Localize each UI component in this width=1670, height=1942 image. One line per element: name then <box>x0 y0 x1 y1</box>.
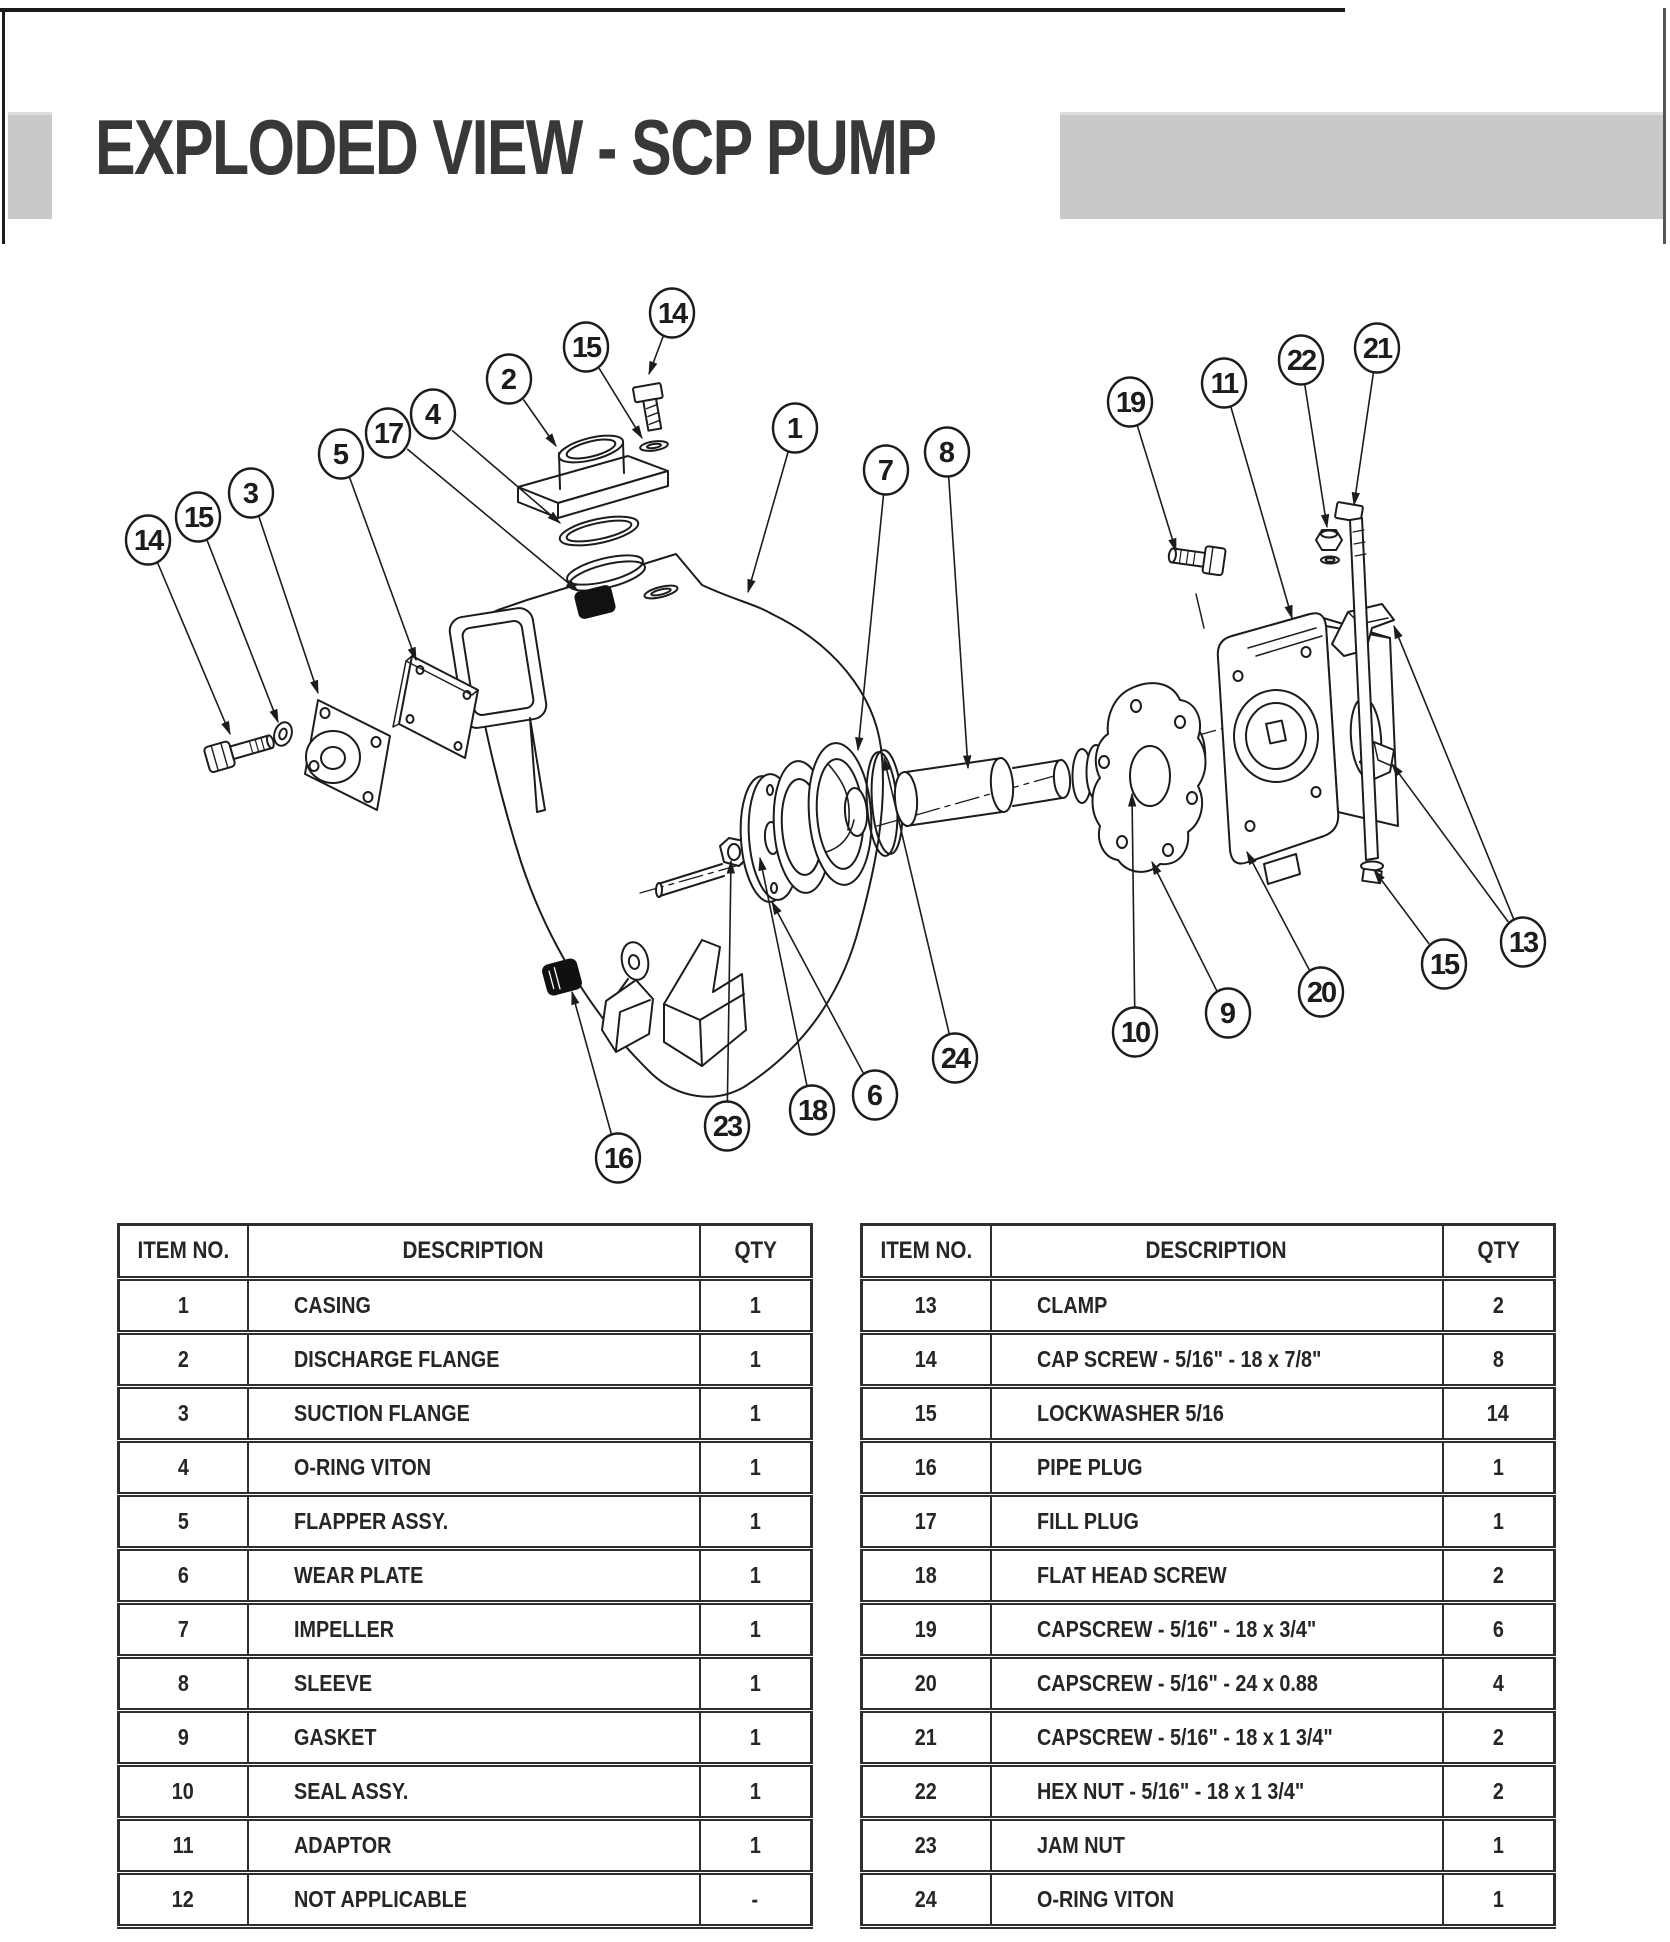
description-cell <box>248 1657 700 1711</box>
callout-number: 19 <box>1115 387 1145 419</box>
column-header-label: ITEM NO. <box>137 1237 230 1264</box>
item-no-cell <box>862 1765 991 1819</box>
table-row <box>119 1333 812 1387</box>
qty-cell <box>700 1495 812 1549</box>
cell-text: HEX NUT - 5/16" - 18 x 1 3/4" <box>1036 1778 1304 1804</box>
item-no-cell <box>862 1387 991 1441</box>
item-no-cell <box>862 1333 991 1387</box>
callout-number: 20 <box>1306 977 1336 1009</box>
cell-text: 2 <box>1492 1778 1504 1804</box>
qty-cell <box>1443 1819 1555 1873</box>
cell-text: 19 <box>915 1616 938 1642</box>
callout-number: 23 <box>712 1111 742 1143</box>
table-row <box>862 1549 1555 1603</box>
table-row <box>862 1765 1555 1819</box>
item-no-cell <box>119 1765 248 1819</box>
cell-text: 11 <box>172 1832 194 1858</box>
table-row <box>119 1603 812 1657</box>
callout-3 <box>229 469 318 694</box>
cell-text: 8 <box>1492 1346 1504 1372</box>
item-no-cell <box>119 1873 248 1927</box>
cell-text: GASKET <box>293 1724 376 1750</box>
cell-text: 1 <box>749 1508 761 1534</box>
qty-cell <box>700 1711 812 1765</box>
callout-number: 14 <box>133 525 163 557</box>
qty-cell <box>1443 1441 1555 1495</box>
description-cell <box>991 1765 1443 1819</box>
column-header-label: QTY <box>1477 1237 1520 1264</box>
callout-leader-line <box>452 430 560 523</box>
description-cell <box>248 1279 700 1333</box>
cell-text: 6 <box>1492 1616 1504 1642</box>
parts-table <box>860 1223 1556 1929</box>
item-no-cell <box>862 1495 991 1549</box>
table-row <box>119 1441 812 1495</box>
callout-leader-line <box>949 477 968 768</box>
cell-text: 14 <box>1487 1400 1510 1426</box>
table-row <box>119 1495 812 1549</box>
callout-leader-line <box>207 540 278 722</box>
description-cell <box>248 1387 700 1441</box>
cell-text: JAM NUT <box>1036 1832 1125 1858</box>
callout-1 <box>748 404 817 593</box>
description-cell <box>248 1333 700 1387</box>
column-header-label: DESCRIPTION <box>402 1237 545 1264</box>
description-cell <box>991 1441 1443 1495</box>
cell-text: CAPSCREW - 5/16" - 24 x 0.88 <box>1036 1670 1318 1696</box>
table-row <box>862 1333 1555 1387</box>
callout-4 <box>411 390 560 524</box>
callout-leader-line <box>158 563 230 734</box>
callout-number: 15 <box>183 502 213 534</box>
callout-19 <box>1108 378 1176 552</box>
callout-number: 24 <box>940 1043 970 1075</box>
callout-13 <box>1392 626 1545 967</box>
table-row <box>119 1819 812 1873</box>
qty-cell <box>700 1387 812 1441</box>
cell-text: 1 <box>749 1562 761 1588</box>
qty-cell <box>1443 1603 1555 1657</box>
cell-text: 2 <box>1492 1292 1504 1318</box>
o-ring-top-drawing <box>557 511 640 551</box>
description-cell <box>248 1765 700 1819</box>
callout-leader-line <box>748 452 788 592</box>
table-row <box>862 1441 1555 1495</box>
cell-text: O-RING VITON <box>1036 1886 1174 1912</box>
description-cell <box>991 1819 1443 1873</box>
cell-text: 7 <box>177 1616 189 1642</box>
cell-text: 1 <box>1492 1886 1504 1912</box>
callout-number: 15 <box>571 332 601 364</box>
qty-cell <box>700 1765 812 1819</box>
cell-text: 6 <box>177 1562 189 1588</box>
callout-number: 1 <box>786 413 804 445</box>
description-cell <box>991 1495 1443 1549</box>
qty-cell <box>1443 1657 1555 1711</box>
cell-text: 5 <box>177 1508 189 1534</box>
callout-leader-line <box>1231 407 1292 618</box>
description-cell <box>991 1711 1443 1765</box>
item-no-cell <box>119 1711 248 1765</box>
cell-text: 4 <box>177 1454 189 1480</box>
table-header-row <box>862 1225 1555 1279</box>
cell-text: 21 <box>915 1724 938 1750</box>
cell-text: CAP SCREW - 5/16" - 18 x 7/8" <box>1036 1346 1321 1372</box>
callout-14 <box>126 516 230 735</box>
lockwasher-left-drawing <box>271 720 295 748</box>
callout-8 <box>925 428 969 769</box>
description-cell <box>991 1873 1443 1927</box>
callout-20 <box>1247 852 1343 1017</box>
cell-text: FLAT HEAD SCREW <box>1036 1562 1227 1588</box>
callout-number: 2 <box>500 364 518 396</box>
callout-21 <box>1354 324 1399 506</box>
qty-cell <box>700 1819 812 1873</box>
callout-number: 6 <box>866 1080 884 1112</box>
qty-cell <box>700 1279 812 1333</box>
column-header-label: DESCRIPTION <box>1145 1237 1288 1264</box>
callout-leader-line <box>350 478 416 661</box>
cell-text: CASING <box>293 1292 371 1318</box>
cell-text: 13 <box>915 1292 938 1318</box>
description-cell <box>991 1603 1443 1657</box>
item-no-cell <box>862 1549 991 1603</box>
cell-text: ADAPTOR <box>293 1832 391 1858</box>
description-cell <box>248 1711 700 1765</box>
cell-text: CLAMP <box>1036 1292 1107 1318</box>
cell-text: SEAL ASSY. <box>293 1778 408 1804</box>
cell-text: 1 <box>1492 1832 1504 1858</box>
callout-number: 16 <box>603 1143 633 1175</box>
cell-text: 20 <box>915 1670 938 1696</box>
qty-cell <box>1443 1387 1555 1441</box>
column-header <box>991 1225 1443 1279</box>
page-title: EXPLODED VIEW - SCP PUMP <box>95 103 936 191</box>
cell-text: DISCHARGE FLANGE <box>293 1346 499 1372</box>
item-no-cell <box>119 1495 248 1549</box>
qty-cell <box>1443 1873 1555 1927</box>
table-row <box>862 1873 1555 1927</box>
hex-nut-22-drawing <box>1316 530 1342 564</box>
cell-text: 1 <box>177 1292 189 1318</box>
cell-text: FILL PLUG <box>1036 1508 1139 1534</box>
item-no-cell <box>862 1819 991 1873</box>
callout-15 <box>564 323 642 439</box>
hex-bolt-left-drawing <box>203 729 276 773</box>
table-row <box>119 1549 812 1603</box>
item-no-cell <box>119 1333 248 1387</box>
qty-cell <box>700 1657 812 1711</box>
item-no-cell <box>119 1279 248 1333</box>
callout-14 <box>649 289 694 375</box>
callout-leader-line <box>1374 870 1429 944</box>
callout-leader-line <box>259 517 318 693</box>
table-row <box>862 1387 1555 1441</box>
item-no-cell <box>119 1549 248 1603</box>
item-no-cell <box>119 1657 248 1711</box>
item-no-cell <box>119 1441 248 1495</box>
cell-text: 1 <box>749 1454 761 1480</box>
cell-text: 12 <box>172 1886 195 1912</box>
cell-text: 18 <box>915 1562 938 1588</box>
cell-text: PIPE PLUG <box>1036 1454 1143 1480</box>
cell-text: - <box>751 1886 759 1912</box>
cell-text: CAPSCREW - 5/16" - 18 x 1 3/4" <box>1036 1724 1333 1750</box>
cell-text: FLAPPER ASSY. <box>293 1508 448 1534</box>
cell-text: LOCKWASHER 5/16 <box>1036 1400 1224 1426</box>
callout-number: 9 <box>1219 998 1237 1030</box>
cell-text: 22 <box>915 1778 938 1804</box>
description-cell <box>991 1387 1443 1441</box>
callout-number: 11 <box>1210 368 1238 400</box>
cell-text: 16 <box>915 1454 938 1480</box>
column-header <box>248 1225 700 1279</box>
callout-number: 21 <box>1362 333 1392 365</box>
parts-table <box>117 1223 813 1929</box>
qty-cell <box>700 1441 812 1495</box>
item-no-cell <box>119 1387 248 1441</box>
cell-text: 1 <box>749 1346 761 1372</box>
qty-cell <box>700 1549 812 1603</box>
qty-cell <box>1443 1765 1555 1819</box>
callout-leader-line <box>1305 385 1327 527</box>
cell-text: 17 <box>915 1508 938 1534</box>
cell-text: 1 <box>1492 1508 1504 1534</box>
description-cell <box>248 1549 700 1603</box>
sleeve-drawing <box>893 757 1071 826</box>
callout-number: 5 <box>332 439 350 471</box>
callout-leader-line <box>1392 764 1508 922</box>
qty-cell <box>700 1873 812 1927</box>
column-header <box>1443 1225 1555 1279</box>
cell-text: 8 <box>177 1670 189 1696</box>
cell-text: 3 <box>177 1400 189 1426</box>
cell-text: 1 <box>749 1670 761 1696</box>
cell-text: 15 <box>915 1400 938 1426</box>
table-row <box>862 1279 1555 1333</box>
description-cell <box>248 1603 700 1657</box>
table-row <box>119 1765 812 1819</box>
column-header <box>119 1225 248 1279</box>
callout-number: 22 <box>1286 345 1316 377</box>
callout-number: 4 <box>424 399 442 431</box>
item-no-cell <box>862 1279 991 1333</box>
callout-22 <box>1279 336 1327 528</box>
table-row <box>119 1711 812 1765</box>
callout-leader-line <box>649 336 663 374</box>
callout-number: 14 <box>657 298 687 330</box>
callout-11 <box>1202 359 1292 619</box>
qty-cell <box>1443 1549 1555 1603</box>
table-row <box>862 1711 1555 1765</box>
description-cell <box>248 1495 700 1549</box>
callout-leader-line <box>599 368 642 438</box>
table-row <box>862 1819 1555 1873</box>
capscrew-19-drawing <box>1167 541 1226 575</box>
table-row <box>862 1657 1555 1711</box>
callout-leader-line <box>1137 426 1176 551</box>
table-row <box>119 1387 812 1441</box>
cell-text: 4 <box>1492 1670 1504 1696</box>
cell-text: O-RING VITON <box>293 1454 431 1480</box>
column-header-label: QTY <box>734 1237 777 1264</box>
callout-number: 3 <box>242 478 260 510</box>
table-row <box>862 1603 1555 1657</box>
cell-text: 14 <box>915 1346 938 1372</box>
callout-leader-line <box>523 400 556 447</box>
callout-leader-line <box>1354 373 1373 505</box>
callout-leader-line <box>1394 626 1514 919</box>
callout-number: 18 <box>797 1095 827 1127</box>
callout-number: 13 <box>1508 927 1538 959</box>
cell-text: 2 <box>1492 1562 1504 1588</box>
description-cell <box>991 1657 1443 1711</box>
callout-2 <box>487 355 556 447</box>
description-cell <box>991 1549 1443 1603</box>
cell-text: 10 <box>172 1778 195 1804</box>
table-header-row <box>119 1225 812 1279</box>
description-cell <box>991 1279 1443 1333</box>
column-header-label: ITEM NO. <box>880 1237 973 1264</box>
description-cell <box>248 1441 700 1495</box>
item-no-cell <box>862 1657 991 1711</box>
cell-text: 1 <box>1492 1454 1504 1480</box>
column-header <box>700 1225 812 1279</box>
callout-leader-line <box>1152 862 1217 991</box>
callout-leader-line <box>407 449 578 591</box>
item-no-cell <box>862 1441 991 1495</box>
cell-text: 2 <box>1492 1724 1504 1750</box>
callout-number: 7 <box>877 455 895 487</box>
cell-text: 1 <box>749 1292 761 1318</box>
item-no-cell <box>862 1873 991 1927</box>
callout-number: 15 <box>1429 949 1459 981</box>
callout-number: 17 <box>373 418 403 450</box>
description-cell <box>248 1873 700 1927</box>
adaptor-surface-line <box>1196 594 1204 628</box>
callout-5 <box>319 430 416 661</box>
qty-cell <box>700 1333 812 1387</box>
cell-text: WEAR PLATE <box>293 1562 423 1588</box>
item-no-cell <box>862 1711 991 1765</box>
cell-text: 2 <box>177 1346 189 1372</box>
cell-text: 1 <box>749 1616 761 1642</box>
cell-text: CAPSCREW - 5/16" - 18 x 3/4" <box>1036 1616 1316 1642</box>
qty-cell <box>1443 1711 1555 1765</box>
description-cell <box>248 1819 700 1873</box>
cell-text: NOT APPLICABLE <box>293 1886 467 1912</box>
cap-screw-top-drawing <box>633 383 668 432</box>
callout-number: 8 <box>938 437 956 469</box>
item-no-cell <box>119 1819 248 1873</box>
suction-flange-drawing <box>305 700 390 810</box>
cell-text: SUCTION FLANGE <box>293 1400 470 1426</box>
qty-cell <box>1443 1279 1555 1333</box>
callout-9 <box>1152 862 1250 1038</box>
cell-text: 1 <box>749 1778 761 1804</box>
item-no-cell <box>119 1603 248 1657</box>
item-no-cell <box>862 1603 991 1657</box>
table-row <box>862 1495 1555 1549</box>
cell-text: 1 <box>749 1724 761 1750</box>
qty-cell <box>1443 1495 1555 1549</box>
gasket-drawing <box>1093 683 1206 872</box>
cell-text: IMPELLER <box>293 1616 394 1642</box>
qty-cell <box>700 1603 812 1657</box>
lockwasher-top-drawing <box>640 440 669 453</box>
cell-text: 1 <box>749 1400 761 1426</box>
callout-number: 10 <box>1120 1017 1150 1049</box>
table-row <box>119 1657 812 1711</box>
table-row <box>119 1279 812 1333</box>
pipe-plug-drawing <box>542 958 583 996</box>
cell-text: SLEEVE <box>293 1670 372 1696</box>
callout-15 <box>1374 870 1466 989</box>
column-header <box>862 1225 991 1279</box>
cell-text: 9 <box>177 1724 189 1750</box>
cell-text: 24 <box>915 1886 938 1912</box>
cell-text: 23 <box>915 1832 938 1858</box>
description-cell <box>991 1333 1443 1387</box>
table-row <box>119 1873 812 1927</box>
qty-cell <box>1443 1333 1555 1387</box>
cell-text: 1 <box>749 1832 761 1858</box>
